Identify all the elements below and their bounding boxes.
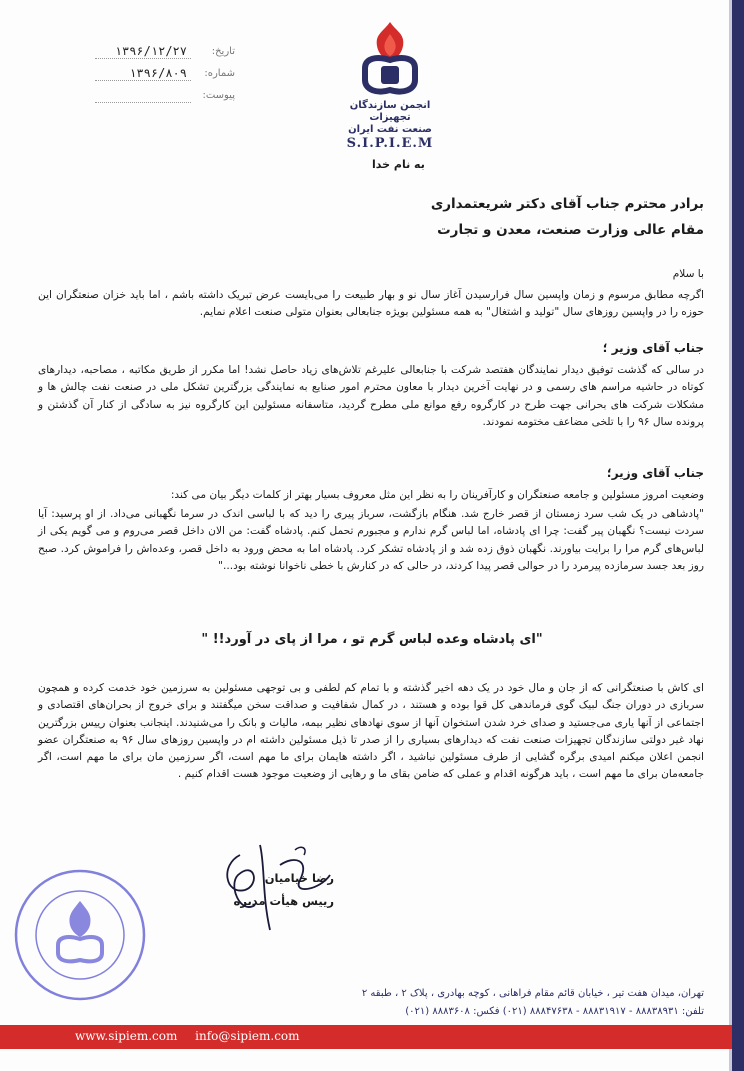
signatory-title: رییس هیأت مدیره [233,894,334,908]
heading-minister-2: جناب آقای وزیر؛ [606,466,704,480]
signatory-name: رضا خیامیان [264,871,334,885]
right-border-bar [732,0,744,1071]
date-value: ۱۳۹۶/۱۲/۲۷ [95,44,191,59]
recipient-line1: برادر محترم جناب آقای دکتر شریعتمداری [430,196,704,212]
logo-name-line2: تجهیزات [369,112,411,123]
bismillah: به نام خدا [372,158,425,171]
number-label: شماره: [204,67,235,79]
date-label: تاریخ: [211,45,235,57]
heading-minister-1: جناب آقای وزیر ؛ [602,341,704,355]
footer-address: تهران، میدان هفت تیر ، خیابان قائم مقام فراهانی ، کوچه بهادری ، پلاک ۲ ، طبقه ۲ [361,988,704,999]
intro-paragraph: اگرچه مطابق مرسوم و زمان واپسین سال فرارسیدن آغاز سال نو و بهار طبیعت را می‌بایست عرض تبریک داشته باشم ، اما باید خزان صنعتگران این حوزه را در واپسین روزهای سال "تولید و اشتغال" به همه مسئولین بویژه جنابعالی بعنوان متولی صنعت اعلام نمایم. [38,289,704,319]
highlighted-quote: "ای پادشاه وعده لباس گرم تو ، مرا از پای در آورد!! " [201,632,543,647]
number-row [95,62,235,84]
organization-stamp-icon [10,865,150,1005]
date-row [95,40,235,62]
number-value: ۱۳۹۶/۸۰۹ [95,66,191,81]
organization-logo [345,18,435,168]
footer-email[interactable]: info@sipiem.com [195,1029,300,1043]
footer-phones: تلفن: ۸۸۸۳۸۹۳۱ - ۸۸۸۳۱۹۱۷ - ۸۸۸۴۷۶۳۸ (۰۲۱) فکس: ۸۸۸۳۶۰۸ (۰۲۱) [405,1006,704,1017]
letter-meta [95,40,235,106]
handwritten-signature-icon [200,835,350,945]
right-border-line [729,0,732,1071]
recipient-line2: مقام عالی وزارت صنعت، معدن و تجارت [437,222,704,238]
paragraph-1: در سالی که گذشت توفیق دیدار نمایندگان هفتصد شرکت با جنابعالی علیرغم تلاش‌های زیاد حاصل نشد! اما مکرر از طریق مکاتبه ، مصاحبه، دیدارهای کوتاه در حاشیه مراسم های رسمی و در نهایت آخرین دیدار با معاون محترم امور صنایع به نمایندگی بزرگترین تشکل ملی در صنعت نفت چالش ها و مشکلات شرکت های بحرانی جهت طرح در کارگروه رفع موانع ملی مطرح گردید، متاسفانه مسئولین این کارگروه نیز به سادگی از کنار آن گذشتن و پرونده سال ۹۶ را با تلخی مضاعف مختومه نمودند. [38,364,704,428]
attachment-label: پیوست: [202,89,235,101]
flame-logo-icon [355,18,425,100]
logo-name-line3: صنعت نفت ایران [348,124,432,135]
footer-contact [75,1029,314,1043]
attachment-row [95,84,235,106]
greeting: با سلام [672,268,704,280]
logo-name-line1: انجمن سازندگان [349,100,431,111]
footer-bar [0,1025,732,1049]
footer-website[interactable]: www.sipiem.com [75,1029,178,1043]
attachment-value [95,88,191,103]
paragraph-2-story: "پادشاهی در یک شب سرد زمستان از قصر خارج شد. هنگام بازگشت، سرباز پیری را دید که با لباسی اندک در سرما نگهبانی می‌داد. از او پرسید: آیا سردت نیست؟ نگهبان پیر گفت: چرا ای پادشاه، اما لباس گرم ندارم و مجبورم تحمل کنم. پادشاه گفت: من الان داخل قصر می‌روم و می گویم یکی از لباس‌های گرم مرا را برایت بیاورند. نگهبان ذوق زده شد و از پادشاه تشکر کرد. پادشاه اما به محض ورود به داخل قصر، وعده‌اش را فراموش کرد. صبح روز بعد جسد سرمازده پیرمرد را در حوالی قصر پیدا کردند، در حالی که در کنارش با خطی ناخوانا نوشته بود..." [38,508,704,572]
paragraph-2-intro: وضعیت امروز مسئولین و جامعه صنعتگران و کارآفرینان را به نظر این مثل معروف بسیار بهتر از کلمات دیگر بیان می کند: [170,489,704,501]
logo-english-name: S.I.P.I.E.M [346,136,434,151]
paragraph-3: ای کاش با صنعتگرانی که از جان و مال خود در یک دهه اخیر گذشته و با تمام کم لطفی و بی توجهی مسئولین به سرزمین خود خدمت کرده و همچون سربازی در دوران جنگ لبیک گوی فرماندهی کل قوا بوده و هستند ، در کمال شفافیت و صداقت سخن میگفتند و برای خروج از بحران‌های اقتصادی و اجتماعی از آنها یاری می‌جستید و صدای خرد شدن استخوان آنها از سوی نهادهای نظیر بیمه، مالیات و بانک را می‌شنیدند. اینجانب بعنوان رییس بزرگترین نهاد غیر دولتی سازندگان تجهیزات صنعت نفت که دیدارهای بسیاری را از صدر تا ذیل مسئولین داشته ام در واپسین روزهای سال ۹۶ به صنعتگران عضو انجمن اعلان میکنم امیدی برگره گشایی از طرف مسئولین نباشید ، اگر داشته هایمان برای ما مهم است، اگر سرزمین مان برای ما مهم است، اگر جامعه‌مان برای ما مهم است ، باید هرگونه اقدام و عملی که ضامن بقای ما و رهایی از وضعیت موجود هست اقدام کنیم . [38,682,704,781]
